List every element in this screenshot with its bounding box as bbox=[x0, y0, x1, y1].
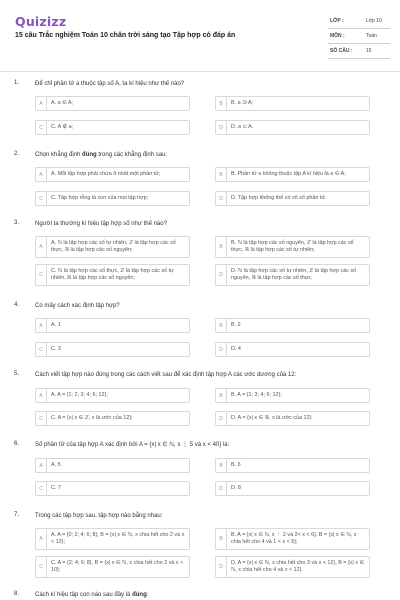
option-text: B. 6 bbox=[231, 462, 241, 468]
option-text: D. a ⊂ A. bbox=[231, 124, 254, 130]
option-letter: A bbox=[36, 529, 47, 549]
option-b[interactable] bbox=[215, 236, 370, 258]
question-text: Có mấy cách xác định tập hợp? bbox=[35, 303, 120, 309]
option-letter: A bbox=[36, 237, 47, 257]
option-text: A. A = {1; 2; 3; 4; 6; 12}; bbox=[51, 392, 108, 398]
option-text: A. a ∈ A; bbox=[51, 100, 74, 106]
option-text: A. ℕ là tập hợp các số tự nhiên, ℤ là tập hợp các số thực, ℝ là tập hợp các số nguyên; bbox=[51, 240, 176, 253]
question-number: 7. bbox=[14, 512, 20, 518]
meta-label: LỚP : bbox=[330, 18, 344, 24]
option-d[interactable] bbox=[215, 120, 370, 135]
option-letter: D bbox=[216, 343, 227, 356]
option-a[interactable] bbox=[35, 528, 190, 550]
question-text bbox=[35, 151, 385, 159]
option-b[interactable] bbox=[215, 318, 370, 333]
question-text-start: Cách kí hiệu tập con nào sau đây là bbox=[35, 592, 133, 598]
option-b[interactable] bbox=[215, 388, 370, 403]
option-letter: C bbox=[36, 192, 47, 205]
question-number: 3. bbox=[14, 220, 20, 226]
question-text-end: : bbox=[146, 592, 149, 598]
option-letter: C bbox=[36, 121, 47, 134]
question-number: 5. bbox=[14, 371, 20, 377]
option-letter: B bbox=[216, 459, 227, 472]
option-letter: D bbox=[216, 482, 227, 495]
option-letter: B bbox=[216, 168, 227, 181]
meta-value: 15 bbox=[366, 48, 372, 54]
option-b[interactable] bbox=[215, 96, 370, 111]
question-text: Số phần tử của tập hợp A xác định bởi A = {x| x ∈ ℕ, x ⋮ 5 và x < 40} là: bbox=[35, 442, 230, 448]
meta-label: MÔN : bbox=[330, 33, 345, 39]
meta-row-subject bbox=[328, 29, 390, 44]
option-a[interactable] bbox=[35, 318, 190, 333]
option-text: C. 3 bbox=[51, 346, 61, 352]
question-text: Để chỉ phần tử a thuộc tập số A, ta kí hiệu như thế nào? bbox=[35, 81, 185, 87]
option-letter: B bbox=[216, 319, 227, 332]
meta-value: Toán bbox=[366, 33, 377, 39]
question-text: Người ta thường kí hiệu tập hợp số như thế nào? bbox=[35, 221, 167, 227]
option-text: B. A = {x| x ∈ ℕ, x ⋮ 2 và 2< x < 6}, B = {x| x ∈ ℕ, x chia hết cho 4 và 1 < x < 5}; bbox=[231, 532, 357, 545]
question-text-emphasis: đúng bbox=[132, 592, 147, 598]
option-letter: C bbox=[36, 412, 47, 425]
option-text: A. A = {0; 2; 4; 6; 8}, B = {x| x ∈ ℕ, x chia hết cho 2 và x < 12}; bbox=[51, 532, 185, 545]
option-b[interactable] bbox=[215, 458, 370, 473]
option-letter: A bbox=[36, 459, 47, 472]
header-divider bbox=[0, 71, 400, 72]
meta-box bbox=[328, 14, 390, 59]
option-letter: B bbox=[216, 529, 227, 549]
option-text: D. A = {x| x ∈ ℕ, x chia hết cho 3 và x < 12}, B = {x| x ∈ ℕ, x chia hết cho 4 và x < 12}. bbox=[231, 560, 365, 573]
option-letter: A bbox=[36, 168, 47, 181]
option-letter: B bbox=[216, 237, 227, 257]
option-text: C. ℕ là tập hợp các số thực, ℤ là tập hợp các số tự nhiên, ℝ là tập hợp các số nguyên; bbox=[51, 268, 174, 281]
question-number: 6. bbox=[14, 441, 20, 447]
option-a[interactable] bbox=[35, 167, 190, 182]
option-c[interactable] bbox=[35, 342, 190, 357]
header bbox=[0, 0, 400, 72]
option-letter: A bbox=[36, 97, 47, 110]
page-title: 15 câu Trắc nghiệm Toán 10 chân trời sáng tạo Tập hợp có đáp án bbox=[15, 32, 236, 39]
option-text: D. A = {x| x ∈ ℝ, x là ước của 12}. bbox=[231, 415, 313, 421]
option-text: C. A = {x| x ∈ ℤ, x là ước của 12}; bbox=[51, 415, 133, 421]
option-letter: C bbox=[36, 482, 47, 495]
option-a[interactable] bbox=[35, 236, 190, 258]
option-letter: D bbox=[216, 412, 227, 425]
option-text: B. 2 bbox=[231, 322, 241, 328]
question-number: 1. bbox=[14, 80, 20, 86]
option-letter: A bbox=[36, 389, 47, 402]
option-c[interactable] bbox=[35, 411, 190, 426]
option-b[interactable] bbox=[215, 167, 370, 182]
option-letter: B bbox=[216, 97, 227, 110]
option-text: A. 1 bbox=[51, 322, 61, 328]
option-text: D. Tập hợp không thể có vô số phần tử. bbox=[231, 195, 327, 201]
option-a[interactable] bbox=[35, 96, 190, 111]
option-d[interactable] bbox=[215, 411, 370, 426]
option-text: C. A = {2; 4; 6; 8}, B = {x| x ∈ ℕ, x chia hết cho 2 và x < 10}; bbox=[51, 560, 184, 573]
meta-value: Lớp 10 bbox=[366, 18, 382, 24]
option-letter: D bbox=[216, 121, 227, 134]
option-text: C. 7 bbox=[51, 485, 61, 491]
quizizz-logo: Quizizz bbox=[15, 14, 67, 29]
option-c[interactable] bbox=[35, 264, 190, 286]
option-d[interactable] bbox=[215, 556, 370, 578]
question-text-emphasis: đúng bbox=[82, 152, 97, 158]
question-text-end: trong các khẳng định sau: bbox=[96, 152, 168, 158]
meta-label: SỐ CÂU : bbox=[330, 48, 353, 54]
question-number: 8. bbox=[14, 591, 20, 597]
option-d[interactable] bbox=[215, 264, 370, 286]
option-text: A. Mỗi tập hợp phải chứa ít nhất một phần tử; bbox=[51, 171, 161, 177]
option-a[interactable] bbox=[35, 458, 190, 473]
option-text: B. Phần tử a không thuộc tập A kí hiệu là a ∈ A; bbox=[231, 171, 346, 177]
option-text: C. A ∉ a; bbox=[51, 124, 74, 130]
option-text: A. 5 bbox=[51, 462, 61, 468]
option-d[interactable] bbox=[215, 342, 370, 357]
option-c[interactable] bbox=[35, 120, 190, 135]
option-letter: B bbox=[216, 389, 227, 402]
question-text bbox=[35, 591, 385, 599]
meta-row-class bbox=[328, 14, 390, 29]
option-c[interactable] bbox=[35, 481, 190, 496]
option-text: D. ℕ là tập hợp các số tự nhiên, ℤ là tập hợp các số nguyên, ℝ là tập hợp các số thực. bbox=[231, 268, 357, 281]
option-letter: D bbox=[216, 192, 227, 205]
option-text: B. A = {1; 3; 4; 6; 12}; bbox=[231, 392, 282, 398]
option-text: B. a ∋ A; bbox=[231, 100, 254, 106]
option-letter: C bbox=[36, 265, 47, 285]
option-letter: A bbox=[36, 319, 47, 332]
question-text-start: Chọn khẳng định bbox=[35, 152, 83, 158]
option-b[interactable] bbox=[215, 528, 370, 550]
meta-row-count bbox=[328, 44, 390, 59]
question-number: 2. bbox=[14, 151, 20, 157]
question-number: 4. bbox=[14, 302, 20, 308]
option-c[interactable] bbox=[35, 191, 190, 206]
option-c[interactable] bbox=[35, 556, 190, 578]
option-letter: C bbox=[36, 343, 47, 356]
option-text: D. 4 bbox=[231, 346, 241, 352]
question-text: Cách viết tập hợp nào đúng trong các cách viết sau để xác định tập hợp A các ước dương của 12: bbox=[35, 372, 297, 378]
option-letter: D bbox=[216, 265, 227, 285]
option-text: B. ℕ là tập hợp các số nguyên, ℤ là tập hợp các số thực, ℝ là tập hợp các số tự nhiên; bbox=[231, 240, 354, 253]
question-text: Trong các tập hợp sau, tập hợp nào bằng nhau: bbox=[35, 513, 163, 519]
option-d[interactable] bbox=[215, 481, 370, 496]
option-text: C. Tập hợp rỗng là con của mọi tập hợp; bbox=[51, 195, 149, 201]
option-a[interactable] bbox=[35, 388, 190, 403]
option-letter: C bbox=[36, 557, 47, 577]
option-letter: D bbox=[216, 557, 227, 577]
option-text: D. 8 bbox=[231, 485, 241, 491]
option-d[interactable] bbox=[215, 191, 370, 206]
